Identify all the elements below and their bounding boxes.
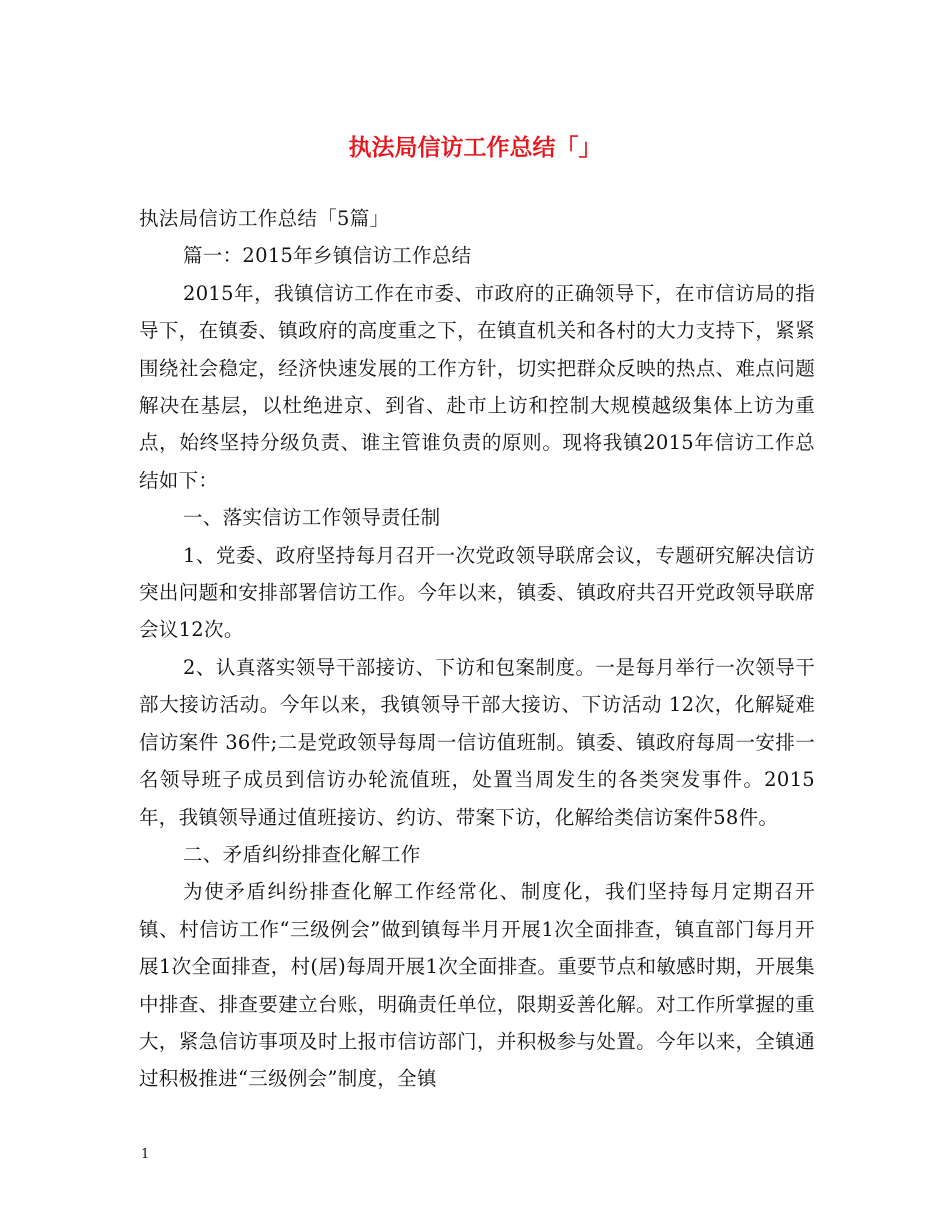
paragraph-item-1: 1、党委、政府坚持每月召开一次党政领导联席会议，专题研究解决信访突出问题和安排部署信访工作。今年以来，镇委、镇政府共召开党政领导联席会议12次。	[139, 543, 815, 642]
section-heading-responsibility: 一、落实信访工作领导责任制	[183, 506, 441, 530]
page-number: 1	[141, 1147, 150, 1162]
intro-paragraph: 2015年，我镇信访工作在市委、市政府的正确领导下，在市信访局的指导下，在镇委、镇政府的高度重之下，在镇直机关和各村的大力支持下，紧紧围绕社会稳定，经济快速发展的工作方针，切实把群众反映的热点、难点问题解决在基层，以杜绝进京、到省、赴市上访和控制大规模越级集体上访为重点，始终坚持分级负责、谁主管谁负责的原则。现将我镇2015年信访工作总结如下：	[139, 281, 815, 492]
document-title: 执法局信访工作总结「」	[348, 134, 602, 161]
document-body	[139, 200, 815, 1098]
subtitle-paragraph: 执法局信访工作总结「5篇」	[139, 207, 390, 230]
paragraph-item-2: 2、认真落实领导干部接访、下访和包案制度。一是每月举行一次领导干部大接访活动。今年以来，我镇领导干部大接访、下访活动 12次，化解疑难信访案件 36件;二是党政领导每周一信访值班制。镇委、镇政府每周一安排一名领导班子成员到信访办轮流值班，处置当周发生的各类突发事件。2015年，我镇领导通过值班接访、约访、带案下访，化解给类信访案件58件。	[139, 655, 815, 829]
dispute-resolution-paragraph: 为使矛盾纠纷排查化解工作经常化、制度化，我们坚持每月定期召开镇、村信访工作“三级例会”做到镇每半月开展1次全面排查，镇直部门每月开展1次全面排查，村(居)每周开展1次全面排查。重要节点和敏感时期，开展集中排查、排查要建立台账，明确责任单位，限期妥善化解。对工作所掌握的重大，紧急信访事项及时上报市信访部门，并积极参与处置。今年以来，全镇通过积极推进“三级例会”制度，全镇	[139, 880, 815, 1091]
section-heading-part-one: 篇一：2015年乡镇信访工作总结	[183, 244, 472, 268]
section-heading-dispute-resolution: 二、矛盾纠纷排查化解工作	[183, 842, 421, 866]
